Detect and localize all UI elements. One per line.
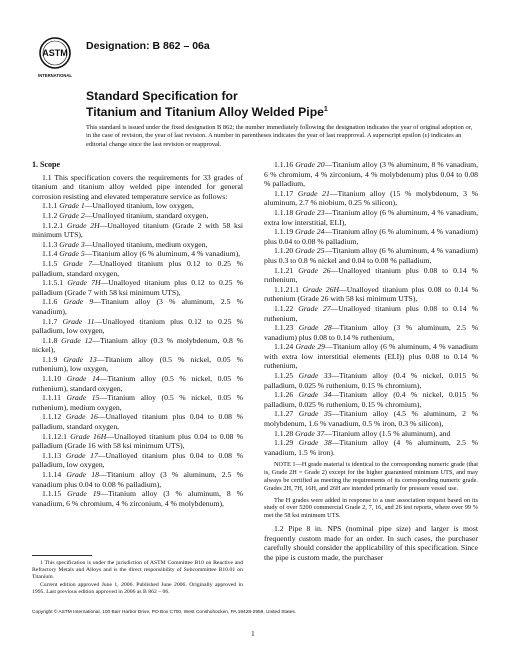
note-1: NOTE 1—H grade material is identical to the corresponding numeric grade (that is, Grade 2H = Grade 2) except for the higher guaranteed minimum UTS, and may always be certified as meeting the requirements of its corresponding numeric grade. Grades 2H, 7H, 16H, and 26H are intended primarily for pressure vessel use.: [264, 461, 478, 492]
grade-name: Grade 25: [295, 246, 325, 256]
item-number: 1.1.3: [42, 239, 60, 249]
grade-name: Grade 7: [62, 258, 93, 268]
item-number: 1.1.12.1: [42, 431, 71, 441]
scope-item: [32, 211, 243, 221]
item-number: 1.1.1: [42, 201, 60, 211]
item-number: 1.1.21.1: [274, 284, 303, 294]
scope-item: [264, 246, 478, 265]
scope-item: [264, 371, 478, 390]
title-line-2: Titanium and Titanium Alloy Welded Pipe$^1$: [86, 105, 328, 120]
item-number: 1.1.2: [42, 210, 60, 220]
grade-name: Grade 14: [66, 374, 100, 384]
grade-name: Grade 5: [59, 249, 85, 259]
grade-description: —Titanium alloy (3 % aluminum, 2.5 % vanadium),: [32, 297, 244, 316]
grade-description: —Unalloyed titanium plus 0.04 to 0.08 % palladium (Grade 16 with 58 ksi minimum UTS),: [32, 431, 243, 451]
grade-description: —Titanium alloy (3 % aluminum, 2.5 % vanadium) plus 0.08 to 0.14 % ruthenium,: [264, 323, 479, 342]
grade-description: —Unalloyed titanium plus 0.08 to 0.14 % ruthenium,: [264, 303, 478, 323]
item-number: 1.1.17: [274, 188, 298, 198]
item-number: 1.1.11: [42, 393, 67, 403]
grade-description: —Unalloyed titanium, standard oxygen,: [84, 210, 209, 220]
item-number: 1.1.29: [274, 438, 299, 448]
grade-description: —Titanium alloy (4 % aluminum, 2.5 % vanadium, 1.5 % iron).: [264, 438, 479, 457]
item-number: 1.1.9: [42, 354, 64, 364]
scope-item: [32, 221, 243, 240]
grade-name: Grade 26: [298, 265, 331, 275]
right-column: [264, 160, 478, 562]
item-number: 1.1.5: [42, 258, 63, 268]
grade-description: —Titanium alloy (6 % aluminum, 4 % vanadium) plus 0.04 to 0.08 % palladium,: [264, 227, 478, 246]
grade-description: —Unalloyed titanium, low oxygen,: [84, 201, 194, 211]
grade-description: —Titanium alloy (1.5 % aluminum), and: [324, 428, 451, 438]
item-number: 1.1.5.1: [42, 278, 68, 288]
svg-text:INTERNATIONAL: INTERNATIONAL: [38, 73, 72, 78]
item-number: 1.1.19: [274, 227, 296, 237]
grade-name: Grade 2H: [66, 220, 100, 230]
scope-item: [264, 304, 478, 323]
document-title: [86, 89, 328, 119]
grade-description: —Unalloyed titanium (Grade 2 with 58 ksi minimum UTS),: [32, 220, 244, 240]
grade-description: —Unalloyed titanium plus 0.04 to 0.08 % palladium, standard oxygen,: [32, 412, 243, 432]
grade-name: Grade 15: [66, 393, 100, 403]
astm-logo: [37, 37, 73, 79]
grade-description: —Titanium alloy (0.4 % nickel, 0.015 % palladium, 0.025 % ruthenium, 0.15 % chromium),: [264, 390, 479, 409]
item-number: 1.1.25: [274, 371, 299, 381]
scope-item: [264, 266, 478, 285]
footnote-rule: [32, 555, 92, 556]
grade-name: Grade 16H: [70, 431, 107, 441]
scope-item: [32, 412, 243, 431]
grade-description: —Unalloyed titanium plus 0.08 to 0.14 % ruthenium (Grade 26 with 58 ksi minimum UTS),: [264, 284, 478, 304]
scope-item: [32, 355, 243, 374]
grade-name: Grade 21: [297, 188, 330, 198]
item-number: 1.1.8: [42, 335, 62, 345]
scope-heading: 1. Scope: [32, 160, 60, 169]
scope-item: [32, 432, 243, 451]
item-number: 1.1.10: [42, 374, 67, 384]
item-number: 1.1.23: [274, 323, 299, 333]
scope-item: [264, 390, 478, 409]
scope-item: [32, 297, 243, 316]
grade-name: Grade 37: [295, 428, 325, 438]
copyright-line: Copyright © ASTM International, 100 Barr Harbor Drive, PO Box C700, West Conshohocken, PA 19428-2959, United States.: [32, 610, 297, 615]
item-number: 1.1.15: [42, 489, 68, 499]
grade-name: Grade 34: [298, 390, 332, 400]
grade-name: Grade 23: [295, 207, 325, 217]
scope-item: [264, 429, 478, 439]
grade-name: Grade 12: [61, 335, 93, 345]
footnotes: [32, 560, 243, 597]
item-number: 1.1.18: [274, 207, 296, 217]
scope-item: [32, 249, 243, 259]
grade-description: —Titanium alloy (6 % aluminum, 4 % vanadium),: [84, 249, 241, 259]
right-paragraphs: [264, 160, 478, 457]
scope-item: [32, 201, 243, 211]
grade-name: Grade 2: [59, 210, 85, 220]
grade-name: Grade 28: [298, 323, 332, 333]
item-number: 1.1.28: [274, 428, 296, 438]
grade-name: Grade 19: [67, 489, 101, 499]
grade-description: —Unalloyed titanium, medium oxygen,: [84, 239, 208, 249]
grade-description: —Titanium alloy (0.3 % molybdenum, 0.8 % nickel),: [32, 335, 243, 355]
item-number: 1.1.14: [42, 470, 67, 479]
item-number: 1.1.4: [42, 249, 60, 259]
item-number: 1.1.16: [274, 160, 296, 169]
paragraph-1-2: 1.2 Pipe 8 in. NPS (nominal pipe size) and larger is most frequently custom made for an order. In such cases, the purchaser carefully should consider the applicability of this specification. Since the pipe is custom made, the purchaser: [264, 523, 478, 562]
grade-name: Grade 13: [63, 354, 97, 364]
grade-description: —Titanium alloy (4.5 % aluminum, 2 % molybdenum, 1.6 % vanadium, 0.5 % iron, 0.3 % silicon),: [264, 409, 479, 429]
title-line-1: Standard Specification for: [86, 89, 238, 103]
scope-item: [32, 489, 243, 508]
grade-name: Grade 38: [298, 438, 332, 448]
grade-name: Grade 33: [298, 371, 332, 381]
left-paragraphs: [32, 173, 243, 509]
grade-description: —Unalloyed titanium plus 0.12 to 0.25 % palladium (Grade 7 with 58 ksi minimum UTS),: [32, 278, 243, 297]
grade-name: Grade 24: [295, 227, 325, 237]
grade-description: —Unalloyed titanium plus 0.08 to 0.14 % ruthenium,: [264, 265, 478, 285]
scope-item: [264, 208, 478, 227]
scope-item: [32, 393, 243, 412]
grade-description: —Titanium alloy (3 % aluminum, 8 % vanadium, 6 % chromium, 4 % zirconium, 4 % molybdenum) plus 0.04 to 0.08 % palladium,: [264, 160, 478, 189]
grade-description: —Titanium alloy (6 % aluminum, 4 % vanadium, extra low interstitial, ELI),: [264, 207, 478, 227]
item-number: 1.1.21: [274, 265, 299, 275]
grade-description: —Titanium alloy (0.5 % nickel, 0.05 % ruthenium), medium oxygen,: [32, 393, 244, 412]
scope-item: [32, 259, 243, 278]
grade-name: Grade 7H: [67, 278, 101, 288]
item-number: 1.1.2.1: [42, 220, 67, 230]
grade-description: —Unalloyed titanium plus 0.12 to 0.25 % palladium, standard oxygen,: [32, 258, 243, 278]
svg-text:ASTM: ASTM: [42, 48, 68, 58]
item-number: 1.1.22: [274, 303, 299, 313]
item-number: 1.1.7: [42, 316, 63, 326]
page-number: 1: [251, 629, 255, 638]
grade-description: —Titanium alloy (0.4 % nickel, 0.015 % palladium, 0.025 % ruthenium, 0.15 % chromium),: [264, 371, 479, 390]
item-number: 1.1.20: [274, 246, 296, 256]
grade-description: —Titanium alloy (3 % aluminum, 2.5 % vanadium plus 0.04 to 0.08 % palladium),: [32, 470, 244, 489]
item-number: 1.1.6: [42, 297, 64, 307]
left-column: [32, 160, 243, 508]
grade-name: Grade 17: [65, 450, 98, 460]
scope-text: 1.1 This specification covers the requirements for 33 grades of titanium and titanium alloy welded pipe intended for general corrosion resisting and elevated temperature service as follows:: [32, 172, 243, 201]
grade-description: —Unalloyed titanium plus 0.04 to 0.08 % palladium, low oxygen,: [32, 450, 243, 470]
grade-description: —Titanium alloy (3 % aluminum, 8 % vanadium, 6 % chromium, 4 % zirconium, 4 % molybdenum),: [32, 489, 243, 508]
scope-item: [32, 173, 243, 202]
scope-item: [264, 438, 478, 457]
standard-intro-note: This standard is issued under the fixed designation B 862; the number immediately following the designation indicates the year of original adoption or, in the case of revision, the year of last revision. A number in parentheses indicates the year of last reapproval. A superscript epsilon (ε) indicates an editorial change since the last revision or reapproval.: [86, 124, 473, 148]
item-number: 1.1.26: [274, 390, 299, 400]
grade-description: —Titanium alloy (6 % aluminum, 4 % vanadium with extra low interstitial elements (ELI)) plus 0.08 to 0.14 % ruthenium,: [264, 342, 479, 371]
item-number: 1.1.24: [274, 342, 296, 352]
grade-name: Grade 27: [298, 303, 331, 313]
grade-name: Grade 26H: [302, 284, 340, 294]
scope-item: [32, 470, 243, 489]
scope-item: [32, 336, 243, 355]
grade-name: Grade 29: [295, 342, 326, 352]
grade-name: Grade 1: [59, 201, 85, 211]
grade-name: Grade 3: [59, 239, 85, 249]
grade-description: —Titanium alloy (15 % molybdenum, 3 % aluminum, 2.7 % niobium, 0.25 % silicon),: [264, 188, 478, 208]
grade-name: Grade 20: [295, 160, 325, 169]
scope-item: [264, 160, 478, 189]
scope-item: [264, 409, 478, 428]
scope-item: [264, 285, 478, 304]
designation: Designation: B 862 – 06a: [86, 40, 210, 52]
scope-item: [264, 342, 478, 371]
scope-item: [32, 451, 243, 470]
grade-name: Grade 35: [298, 409, 332, 419]
footnote-2: Current edition approved June 1, 2006. Published June 2006. Originally approved in 1995. Last previous edition approved in 2006 as B 862 – 06.: [32, 582, 243, 595]
grade-name: Grade 16: [65, 412, 98, 422]
grade-name: Grade 9: [63, 297, 94, 307]
footnote-1: 1 This specification is under the jurisdiction of ASTM Committee B10 on Reactive and Refractory Metals and Alloys and is the direct responsibility of Subcommittee B10.01 on Titanium.: [32, 560, 243, 580]
scope-item: [264, 189, 478, 208]
grade-description: —Titanium alloy (6 % aluminum, 4 % vanadium) plus 0.3 to 0.8 % nickel and 0.04 to 0.08 % palladium,: [264, 246, 478, 265]
grade-name: Grade 18: [66, 470, 99, 479]
item-number: 1.1.13: [42, 450, 66, 460]
scope-item: [32, 374, 243, 393]
item-number: 1.1.12: [42, 412, 66, 422]
grade-description: —Titanium alloy (0.5 % nickel, 0.05 % ruthenium), low oxygen,: [32, 354, 244, 374]
title-footnote-mark: 1: [323, 106, 328, 113]
scope-item: [32, 278, 243, 297]
scope-item: [264, 227, 478, 246]
grade-description: —Titanium alloy (0.5 % nickel, 0.05 % ruthenium), standard oxygen,: [32, 374, 243, 393]
scope-item: [32, 317, 243, 336]
grade-name: Grade 11: [62, 316, 95, 326]
grade-description: —Unalloyed titanium plus 0.12 to 0.25 % palladium, low oxygen,: [32, 316, 244, 336]
note-2: The H grades were added in response to a user association request based on its study of over 5200 commercial Grade 2, 7, 16, and 26 test reports, where over 99 % met the 58 ksi minimum UTS.: [264, 496, 478, 520]
scope-item: [32, 240, 243, 250]
scope-item: [264, 323, 478, 342]
item-number: 1.1.27: [274, 409, 299, 419]
